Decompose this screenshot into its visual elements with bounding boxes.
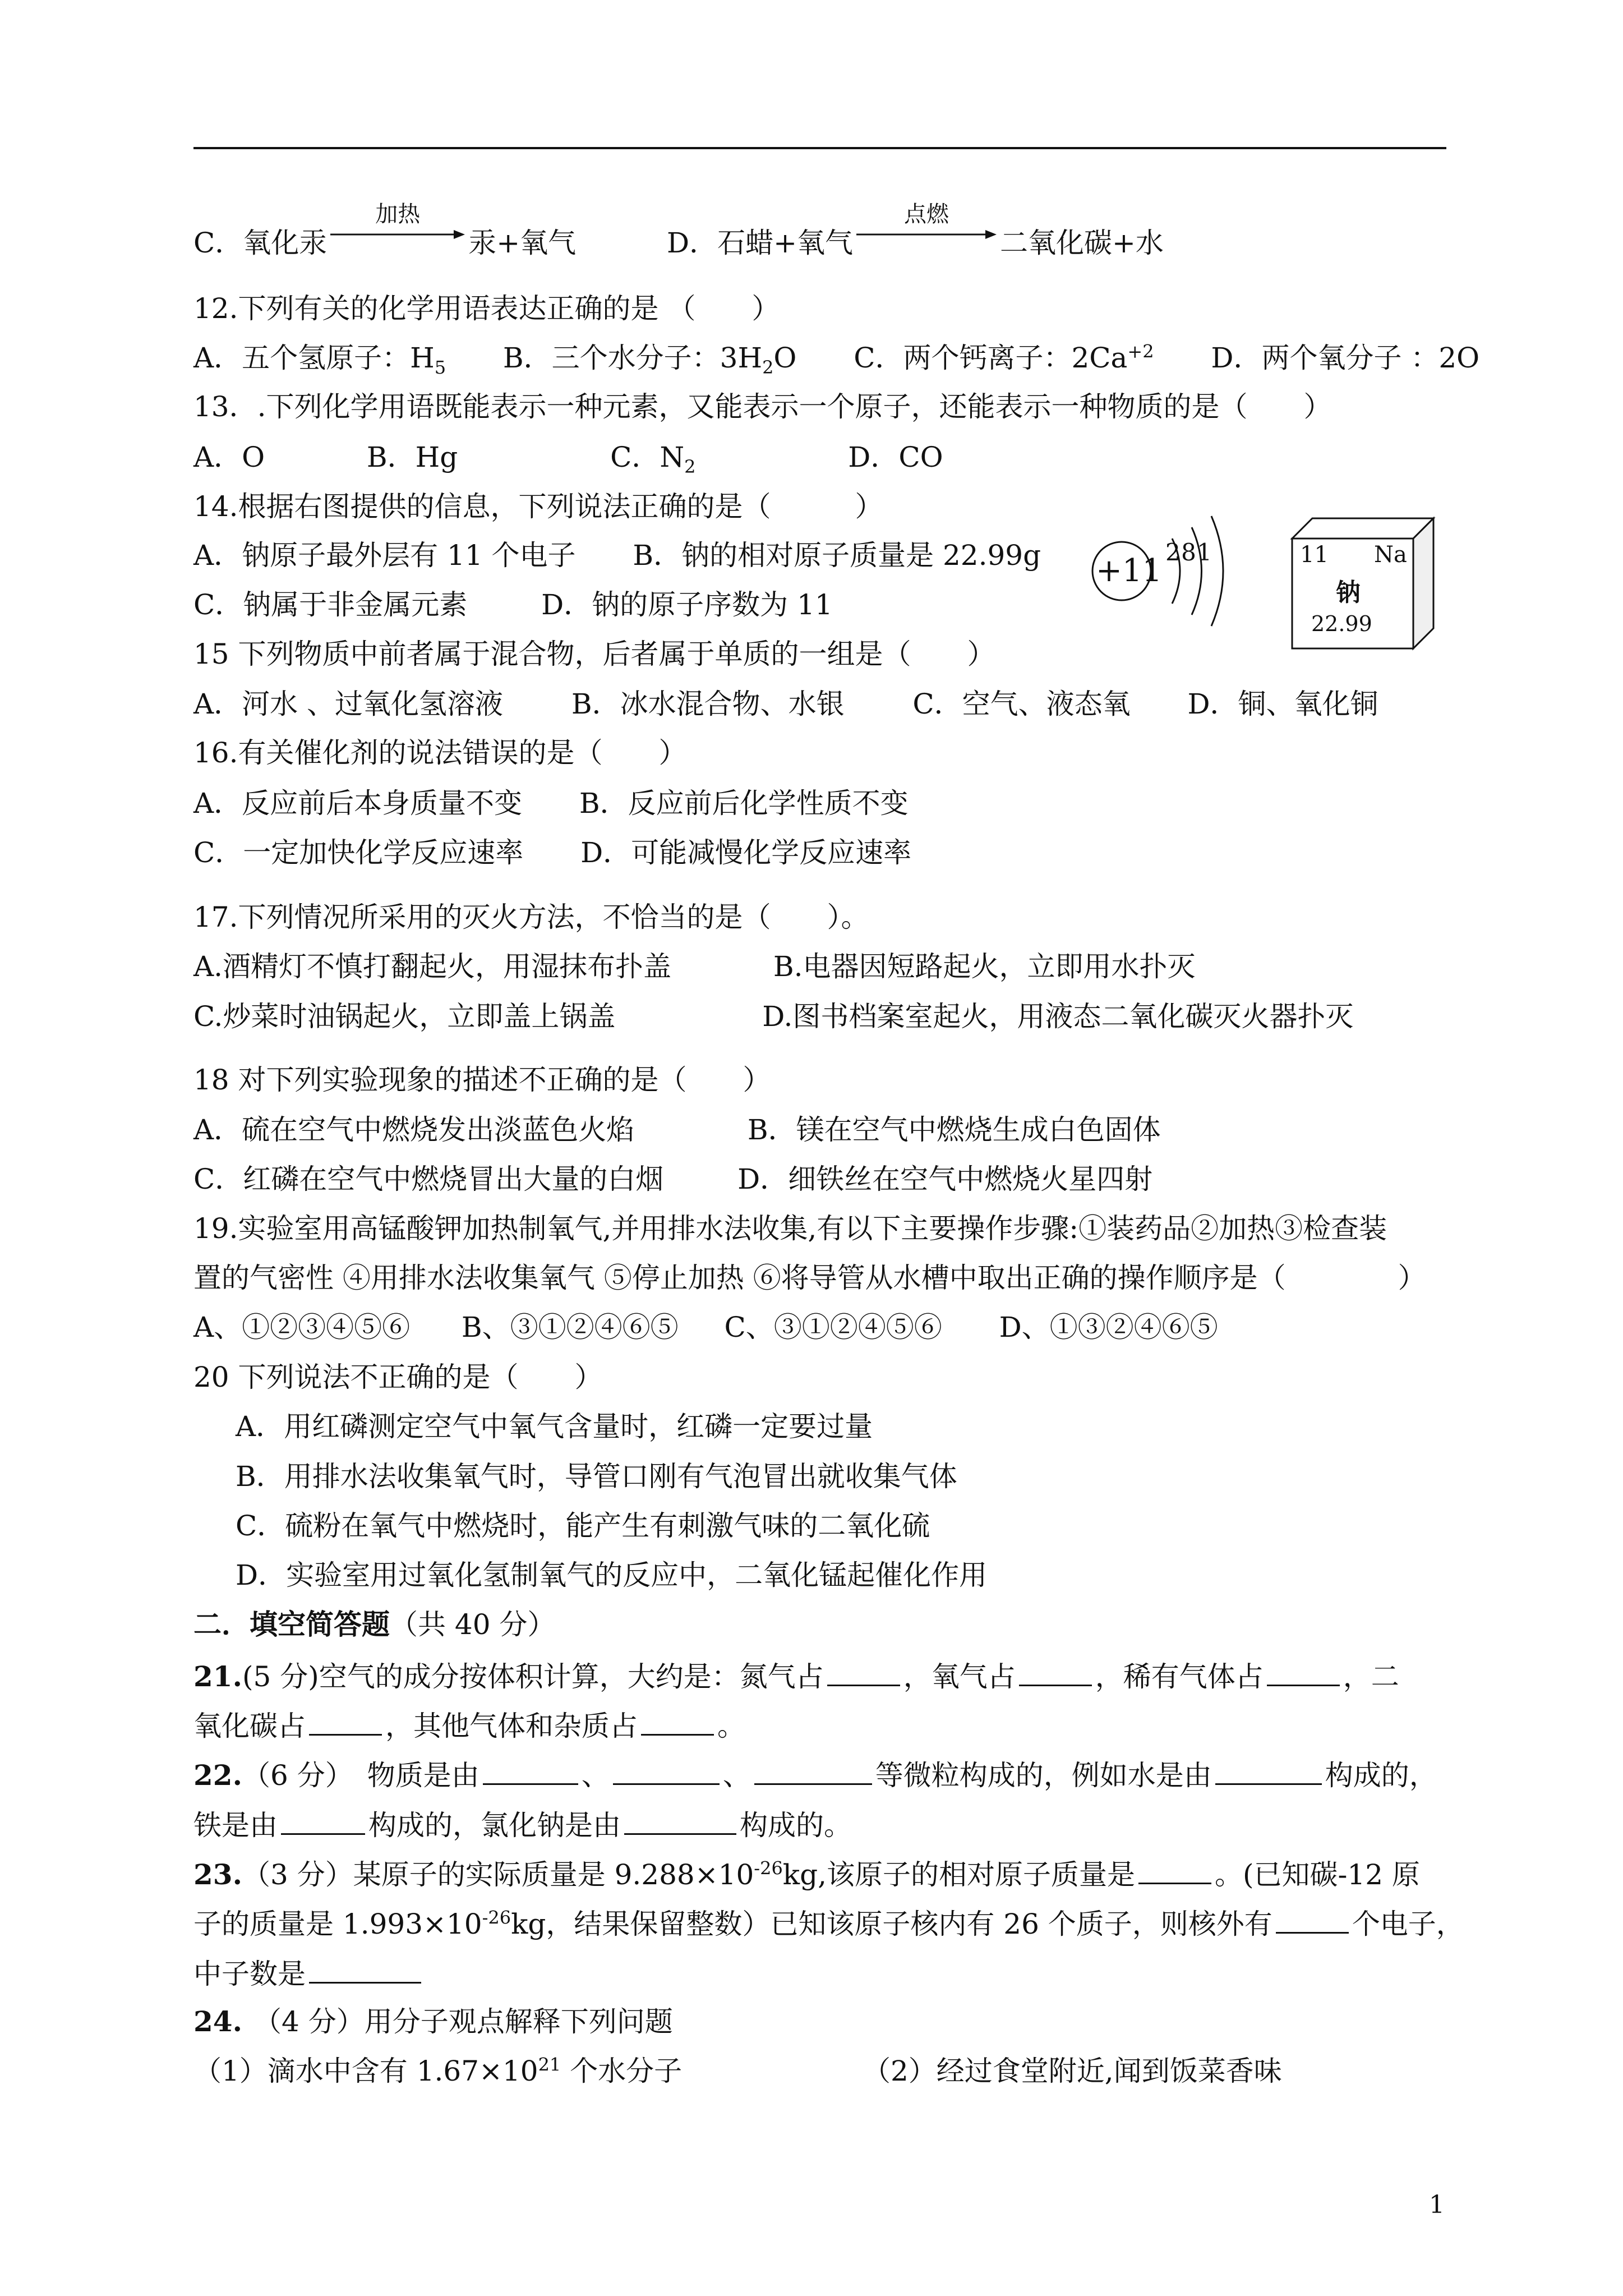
q19-stem-line2: 置的气密性 ④用排水法收集氧气 ⑤停止加热 ⑥将导管从水槽中取出正确的操作顺序是（ ） [193,1262,1426,1294]
q24-items [193,2054,1282,2088]
q17-option-d: D.图书档案室起火，用液态二氧化碳灭火器扑灭 [762,1000,1354,1033]
section-heading [193,1608,555,1641]
q19-option-d: D、①③②④⑥⑤ [999,1311,1218,1343]
q14-option-c: C．钠属于非金属元素 [193,588,468,621]
reaction-arrow-ignite [856,201,997,252]
q17-stem: 17.下列情况所采用的灭火方法，不恰当的是（ ）。 [193,901,869,933]
q23-line3: 中子数是 [193,1955,425,1991]
q22-blank-1[interactable] [483,1756,578,1785]
q19-option-b: B、③①②④⑥⑤ [461,1311,679,1343]
q21-number: 21. [193,1660,242,1693]
q20-option-b: B．用排水法收集氧气时，导管口刚有气泡冒出就收集气体 [236,1460,957,1493]
q16-options-ab [193,786,909,820]
q24-number: 24. [193,2005,242,2038]
q11-option-d-left: D．石蜡+氧气 [666,227,853,259]
q18-option-c: C．红磷在空气中燃烧冒出大量的白烟 [193,1163,664,1195]
q18-options-cd [193,1162,1152,1196]
q21-blank-noble-gas[interactable] [1267,1658,1340,1686]
arrow-icon [330,229,465,240]
q20-option-d: D．实验室用过氧化氢制氧气的反应中，二氧化锰起催化作用 [236,1559,988,1591]
atom-shell-electrons: 2 8 1 [1165,539,1209,566]
q12-option-d: D．两个氧分子 ：2O [1211,342,1480,374]
q21-line2: 氧化碳占 ，其他气体和杂质占 。 [193,1707,745,1743]
q24-item-1: （1）滴水中含有 $1.67\times 10^{21}$ 个水分子 [193,2054,683,2087]
q11-options-cd [193,201,1164,260]
q11-option-d-right: 二氧化碳+水 [999,227,1164,259]
q21-line1: 21.(5 分)空气的成分按体积计算，大约是：氮气占 ，氧气占 ，稀有气体占 ，二 [193,1658,1399,1694]
q19-option-a: A、①②③④⑤⑥ [193,1311,411,1343]
q17-option-a: A.酒精灯不慎打翻起火，用湿抹布扑盖 [193,950,672,983]
q16-option-d: D．可能减慢化学反应速率 [580,836,912,869]
q16-option-c: C．一定加快化学反应速率 [193,836,524,869]
q18-option-d: D．细铁丝在空气中燃烧火星四射 [737,1163,1153,1195]
q19-stem-line1: 19.实验室用高锰酸钾加热制氧气,并用排水法收集,有以下主要操作步骤:①装药品②加热③检查装 [193,1212,1387,1245]
q15-option-d: D．铜、氧化铜 [1187,688,1378,720]
q22-blank-2[interactable] [613,1756,720,1785]
q15-option-b: B．冰水混合物、水银 [571,688,845,720]
sodium-element-card [1290,516,1436,651]
q21-blank-co2[interactable] [309,1707,382,1736]
section-score: （共 40 分） [390,1608,556,1641]
q19-options [193,1310,1218,1344]
q21-blank-other[interactable] [641,1707,714,1736]
q15-option-c: C．空气、液态氧 [912,688,1131,720]
q22-blank-3[interactable] [754,1756,872,1785]
header-rule [193,147,1446,149]
q13-option-b: B．Hg [366,441,458,473]
q23-number: 23. [193,1858,242,1891]
q14-option-b: B．钠的相对原子质量是 22.99g [633,539,1041,572]
q12-option-c: C．两个钙离子：$2Ca^{+2}$ [854,341,1154,374]
q15-stem: 15 下列物质中前者属于混合物，后者属于单质的一组是（ ） [193,638,995,670]
q22-blank-iron[interactable] [281,1806,365,1835]
q22-blank-nacl[interactable] [624,1806,736,1835]
reaction-arrow-heat [330,201,465,252]
q23-line1: 23.（3 分）某原子的实际质量是 $9.288\times 10^{-26}kg$,该原子的相对原子质量是 。(已知碳-12 原 [193,1856,1420,1892]
q12-option-a: A．五个氢原子：$H_5$ [193,342,446,378]
q18-stem: 18 对下列实验现象的描述不正确的是（ ） [193,1064,771,1096]
q21-blank-nitrogen[interactable] [827,1658,900,1686]
element-atomic-number: 11 [1300,542,1329,568]
q24-item-2: （2）经过食堂附近,闻到饭菜香味 [863,2055,1282,2087]
q18-option-b: B．镁在空气中燃烧生成白色固体 [747,1114,1161,1146]
q17-options-ab [193,950,1195,983]
q11-option-c-left: C．氧化汞 [193,227,328,259]
q22-line1: 22.（6 分） 物质是由 、 、 等微粒构成的，例如水是由 构成的， [193,1756,1437,1792]
q20-stem: 20 下列说法不正确的是（ ） [193,1361,603,1393]
q16-options-cd [193,836,911,869]
q12-option-b: B．三个水分子：$3H_2O$ [502,342,797,378]
reaction-condition-heat: 加热 [375,201,421,227]
q18-options-ab [193,1113,1161,1147]
reaction-condition-ignite: 点燃 [903,201,949,227]
q14-option-d: D．钠的原子序数为 11 [541,588,833,621]
q14-options-cd [193,588,833,622]
q13-option-d: D．CO [848,441,943,473]
q23-blank-electrons[interactable] [1276,1905,1349,1934]
q12-stem: 12.下列有关的化学用语表达正确的是 （ ） [193,292,780,325]
q16-option-a: A．反应前后本身质量不变 [193,787,523,820]
q20-option-c: C．硫粉在氧气中燃烧时，能产生有刺激气味的二氧化硫 [236,1510,930,1542]
q17-option-c: C.炒菜时油锅起火，立即盖上锅盖 [193,1000,616,1033]
sodium-atom-diagram [1088,505,1256,639]
q13-option-c: C．$N_2$ [610,441,696,477]
q22-line2: 铁是由 构成的，氯化钠是由 构成的。 [193,1806,852,1842]
q14-option-a: A．钠原子最外层有 11 个电子 [193,539,576,572]
q16-stem: 16.有关催化剂的说法错误的是（ ） [193,737,687,769]
element-symbol: Na [1374,542,1407,568]
q11-option-c-right: 汞+氧气 [468,227,577,259]
q22-blank-water[interactable] [1215,1756,1322,1785]
q14-options-ab [193,539,1041,572]
q15-options [193,687,1378,721]
q23-blank-neutrons[interactable] [309,1955,421,1984]
q14-stem: 14.根据右图提供的信息，下列说法正确的是（ ） [193,490,883,523]
q17-options-cd [193,1000,1353,1033]
q17-option-b: B.电器因短路起火，立即用水扑灭 [773,950,1196,983]
element-atomic-mass: 22.99 [1311,611,1372,636]
q19-option-c: C、③①②④⑤⑥ [724,1311,942,1343]
element-name: 钠 [1336,578,1361,607]
q21-blank-oxygen[interactable] [1019,1658,1092,1686]
q18-option-a: A．硫在空气中燃烧发出淡蓝色火焰 [193,1114,635,1146]
q13-options [193,440,943,477]
q15-option-a: A．河水 、过氧化氢溶液 [193,688,504,720]
q23-line2: 子的质量是 $1.993\times 10^{-26}kg$，结果保留整数）已知该原子核内有 26 个质子，则核外有 个电子， [193,1905,1464,1941]
q24-stem: 24. （4 分）用分子观点解释下列问题 [193,2005,673,2038]
q20-option-a: A．用红磷测定空气中氧气含量时，红磷一定要过量 [236,1410,873,1443]
q13-option-a: A．O [193,441,265,473]
page-number: 1 [1429,2191,1445,2219]
q13-stem: 13．.下列化学用语既能表示一种元素，又能表示一个原子，还能表示一种物质的是（ ） [193,390,1332,423]
q12-options [193,341,1480,378]
atom-nucleus-label: +11 [1096,553,1163,589]
q16-option-b: B．反应前后化学性质不变 [579,787,909,820]
q23-blank-relative-mass[interactable] [1138,1856,1211,1884]
section-title: 二．填空简答题 [193,1608,390,1641]
q22-number: 22. [193,1759,242,1792]
arrow-icon [856,229,997,240]
